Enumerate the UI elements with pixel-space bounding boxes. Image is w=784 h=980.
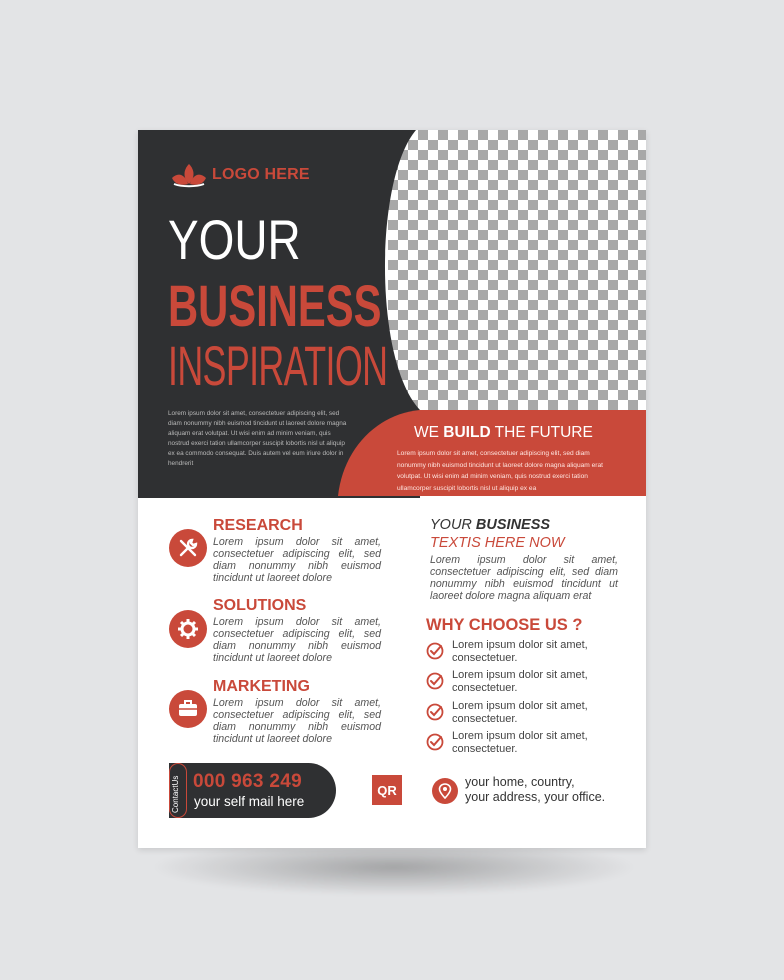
email-text[interactable]: your self mail here [194, 794, 305, 809]
flyer-shadow [150, 848, 638, 896]
business-text: Lorem ipsum dolor sit amet, consectetuer adipiscing elit, sed diam nonummy nibh euismod tincidunt ut laoreet dolore magna aliquam erat [430, 554, 618, 602]
service-text-solutions: Lorem ipsum dolor sit amet, consectetuer adipiscing elit, sed diam nonummy nibh euismod tincidunt ut laoreet dolore [213, 616, 381, 664]
banner-text: Lorem ipsum dolor sit amet, consectetuer adipiscing elit, sed diam nonummy nibh euismod tincidunt ut laoreet dolore magna aliquam erat volutpat. Ut wisi enim ad minim veniam, quis nostrud exerci tation ullamcorper suscipit lobortis nisl ut aliquip ex ea [397, 450, 603, 492]
phone-number[interactable]: 000 963 249 [193, 771, 302, 792]
check-icon [426, 672, 444, 690]
tools-icon [169, 529, 207, 567]
headline-line1: YOUR [168, 208, 301, 271]
business-heading-line2: TEXTIS HERE NOW [430, 535, 565, 551]
address [465, 775, 605, 805]
location-pin-icon [432, 778, 458, 804]
flyer-page [138, 130, 646, 848]
logo-icon [170, 162, 208, 188]
why-item: Lorem ipsum dolor sit amet, consectetuer. [452, 730, 588, 755]
service-title-research: RESEARCH [213, 517, 303, 534]
why-item: Lorem ipsum dolor sit amet, consectetuer. [452, 669, 588, 694]
why-item: Lorem ipsum dolor sit amet, consectetuer. [452, 639, 588, 664]
logo-text: LOGO HERE [212, 166, 310, 183]
service-text-marketing: Lorem ipsum dolor sit amet, consectetuer adipiscing elit, sed diam nonummy nibh euismod tincidunt ut laoreet dolore [213, 697, 381, 745]
business-heading-line1: YOUR BUSINESS [430, 517, 551, 533]
check-icon [426, 642, 444, 660]
why-item: Lorem ipsum dolor sit amet, consectetuer. [452, 700, 588, 725]
banner-title: WE BUILD THE FUTURE [414, 424, 593, 441]
address-line1: your home, country, [465, 775, 575, 789]
why-title: WHY CHOOSE US ? [426, 616, 583, 634]
check-icon [426, 703, 444, 721]
qr-code: QR [372, 775, 402, 805]
contact-label: ContactUs [171, 775, 180, 813]
check-icon [426, 733, 444, 751]
briefcase-icon [169, 690, 207, 728]
intro-text: Lorem ipsum dolor sit amet, consectetuer adipiscing elit, sed diam nonummy nibh euismod tincidunt ut laoreet dolore magna aliquam erat volutpat. Ut wisi enim ad minim veniam, quis nostrud exerci tation ullamcorper suscipit lobortis nisl ut aliquip ex ea commodo consequat. Duis autem vel eum iriure dolor in hendrerit [168, 410, 347, 467]
headline-line3: INSPIRATION [168, 334, 388, 397]
service-title-solutions: SOLUTIONS [213, 597, 307, 614]
headline-line2: BUSINESS [168, 274, 382, 339]
service-title-marketing: MARKETING [213, 678, 310, 695]
address-line2: your address, your office. [465, 790, 606, 804]
service-text-research: Lorem ipsum dolor sit amet, consectetuer adipiscing elit, sed diam nonummy nibh euismod tincidunt ut laoreet dolore [213, 536, 381, 584]
gear-icon [169, 610, 207, 648]
